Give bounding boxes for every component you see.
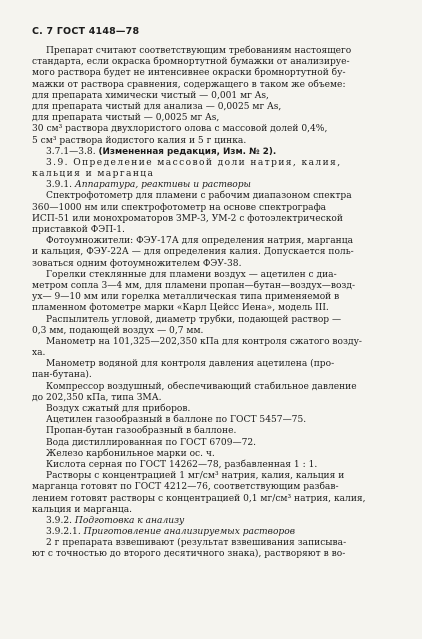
- section-number: 3.7.1—3.8.: [46, 146, 99, 157]
- text-line: марганца готовят по ГОСТ 4212—76, соответствующим разбав-: [32, 482, 339, 493]
- text-line: ха.: [32, 348, 46, 359]
- text-line: Препарат считают соответствующим требованиям настоящего: [46, 46, 352, 56]
- text-line: пламенном фотометре марки «Карл Цейсс Иена», модель III.: [32, 303, 329, 314]
- text-line: мого раствора будет не интенсивнее окраски бромнортутной бу-: [32, 68, 346, 79]
- text-line: 2 г препарата взвешивают (результат взвешивания записыва-: [46, 538, 347, 549]
- text-line: приставкой ФЭП-1.: [32, 225, 125, 235]
- text-line: Фотоумножители: ФЭУ-17А для определения натрия, марганца: [46, 236, 353, 247]
- amendment-note: (Измененная редакция, Изм. № 2).: [98, 146, 277, 157]
- text-line: мажки от раствора сравнения, содержащего в таком же объеме:: [32, 79, 346, 90]
- text-line: зоваться одним фотоумножителем ФЭУ-38.: [32, 258, 242, 269]
- section-number: 3.9.1.: [46, 180, 75, 191]
- subsection-heading: [32, 527, 406, 538]
- text-line: 360—1000 нм или спектрофотометр на основе спектрографа: [32, 202, 327, 213]
- text-line: Спектрофотометр для пламени с рабочим диапазоном спектра: [46, 191, 352, 202]
- text-line: до 202,350 кПа, типа ЗМА.: [32, 392, 162, 403]
- text-line: Манометр водяной для контроля давления ацетилена (про-: [46, 359, 335, 370]
- text-line: Компрессор воздушный, обеспечивающий стабильное давление: [46, 381, 357, 392]
- text-line: 5 см³ раствора йодистого калия и 5 г цинка.: [32, 135, 247, 146]
- text-line: для препарата чистый для анализа — 0,0025 мг As,: [32, 101, 282, 112]
- text-line: 0,3 мм, подающей воздух — 0,7 мм.: [32, 325, 204, 336]
- text-line: кальция и марганца.: [32, 504, 133, 515]
- text-line: и кальция, ФЭУ-22А — для определения калия. Допускается поль-: [32, 247, 354, 258]
- text-line: Манометр на 101,325—202,350 кПа для контроля сжатого возду-: [46, 336, 363, 347]
- text-line: пан-бутана).: [32, 370, 92, 381]
- text-line: ют с точностью до второго десятичного знака), растворяют в во-: [32, 549, 346, 560]
- subsection-heading: [32, 180, 406, 191]
- subsection-title: Подготовка к анализу: [74, 515, 185, 526]
- text-line: ух— 9—10 мм или горелка металлическая типа применяемой в: [32, 292, 340, 303]
- text-line: ИСП-51 или монохроматоров ЗМР-3, УМ-2 с фотоэлектрической: [32, 213, 343, 224]
- section-heading: кальция и марганца: [32, 169, 155, 180]
- body-text: [32, 46, 406, 561]
- text-line: для препарата химически чистый — 0,001 мг As,: [32, 90, 269, 101]
- text-line: Горелки стеклянные для пламени воздух — ацетилен с диа-: [46, 269, 337, 280]
- text-line: Вода дистиллированная по ГОСТ 6709—72.: [46, 437, 257, 448]
- text-line: Распылитель угловой, диаметр трубки, подающей раствор —: [46, 314, 342, 325]
- subsection-title: Приготовление анализируемых растворов: [83, 527, 296, 538]
- text-line: Пропан-бутан газообразный в баллоне.: [46, 426, 237, 437]
- amendment-line: [32, 147, 406, 158]
- text-line: Воздух сжатый для приборов.: [46, 404, 191, 414]
- section-number: 3.9.2.1.: [46, 527, 84, 538]
- text-line: стандарта, если окраска бромнортутной бумажки от анализируе-: [32, 57, 350, 68]
- text-line: лением готовят растворы с концентрацией 0,1 мг/см³ натрия, калия,: [32, 493, 366, 504]
- text-line: Ацетилен газообразный в баллоне по ГОСТ 5457—75.: [46, 415, 307, 426]
- text-line: 30 см³ раствора двухлористого олова с массовой долей 0,4%,: [32, 124, 328, 135]
- text-line: Кислота серная по ГОСТ 14262—78, разбавленная 1 : 1.: [46, 459, 318, 470]
- text-line: для препарата чистый — 0,0025 мг As,: [32, 113, 220, 124]
- text-line: метром сопла 3—4 мм, для пламени пропан—бутан—воздух—возд-: [32, 280, 356, 291]
- section-number: 3.9.2.: [46, 515, 75, 526]
- section-heading: 3.9. Определение массовой доли натрия, калия,: [46, 157, 342, 168]
- page-header: С. 7 ГОСТ 4148—78: [32, 26, 140, 37]
- subsection-title: Аппаратура, реактивы и растворы: [74, 180, 251, 191]
- subsection-heading: [32, 516, 406, 527]
- text-line: Растворы с концентрацией 1 мг/см³ натрия, калия, кальция и: [46, 471, 345, 482]
- text-line: Железо карбонильное марки ос. ч.: [46, 448, 215, 459]
